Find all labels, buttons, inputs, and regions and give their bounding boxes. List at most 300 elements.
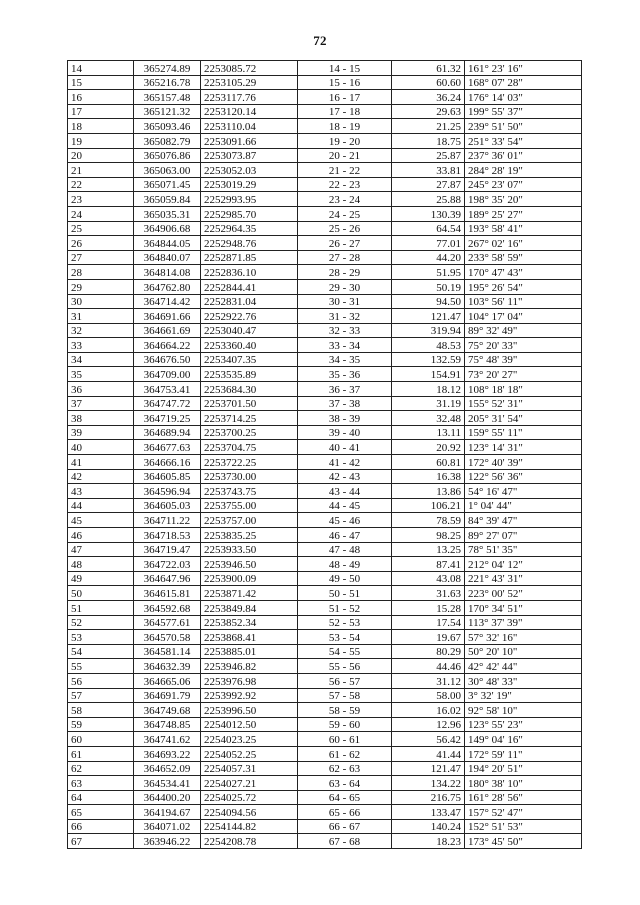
segment-cell: 58 - 59 [298,703,392,718]
segment-cell: 53 - 54 [298,630,392,645]
length-cell: 56.42 [392,732,465,747]
point-number-cell: 19 [68,133,134,148]
segment-cell: 66 - 67 [298,819,392,834]
bearing-cell: 155° 52' 31" [465,396,582,411]
bearing-cell: 78° 51' 35" [465,542,582,557]
bearing-cell: 161° 28' 56" [465,790,582,805]
point-number-cell: 33 [68,338,134,353]
length-cell: 80.29 [392,644,465,659]
y-coordinate-cell: 2253755.00 [201,498,298,513]
table-row [68,309,582,324]
point-number-cell: 54 [68,644,134,659]
bearing-cell: 159° 55' 11" [465,425,582,440]
table-row [68,265,582,280]
bearing-cell: 223° 00' 52" [465,586,582,601]
y-coordinate-cell: 2253407.35 [201,352,298,367]
y-coordinate-cell: 2254012.50 [201,717,298,732]
table-row [68,498,582,513]
table-row [68,250,582,265]
x-coordinate-cell: 364693.22 [134,746,201,761]
point-number-cell: 41 [68,455,134,470]
y-coordinate-cell: 2253110.04 [201,119,298,134]
x-coordinate-cell: 364534.41 [134,776,201,791]
length-cell: 12.96 [392,717,465,732]
point-number-cell: 47 [68,542,134,557]
bearing-cell: 212° 04' 12" [465,557,582,572]
y-coordinate-cell: 2253871.42 [201,586,298,601]
segment-cell: 24 - 25 [298,206,392,221]
bearing-cell: 172° 40' 39" [465,455,582,470]
length-cell: 216.75 [392,790,465,805]
table-row [68,323,582,338]
length-cell: 78.59 [392,513,465,528]
bearing-cell: 3° 32' 19" [465,688,582,703]
y-coordinate-cell: 2253900.09 [201,571,298,586]
bearing-cell: 75° 48' 39" [465,352,582,367]
table-row [68,367,582,382]
table-row [68,484,582,499]
table-row [68,440,582,455]
point-number-cell: 43 [68,484,134,499]
length-cell: 27.87 [392,177,465,192]
y-coordinate-cell: 2252964.35 [201,221,298,236]
bearing-cell: 194° 20' 51" [465,761,582,776]
point-number-cell: 27 [68,250,134,265]
x-coordinate-cell: 364592.68 [134,600,201,615]
segment-cell: 56 - 57 [298,673,392,688]
x-coordinate-cell: 364071.02 [134,819,201,834]
length-cell: 41.44 [392,746,465,761]
segment-cell: 45 - 46 [298,513,392,528]
segment-cell: 59 - 60 [298,717,392,732]
bearing-cell: 233° 58' 59" [465,250,582,265]
length-cell: 48.53 [392,338,465,353]
x-coordinate-cell: 365059.84 [134,192,201,207]
bearing-cell: 123° 14' 31" [465,440,582,455]
bearing-cell: 199° 55' 37" [465,104,582,119]
point-number-cell: 62 [68,761,134,776]
x-coordinate-cell: 364652.09 [134,761,201,776]
x-coordinate-cell: 365216.78 [134,75,201,90]
bearing-cell: 284° 28' 19" [465,163,582,178]
x-coordinate-cell: 364709.00 [134,367,201,382]
bearing-cell: 50° 20' 10" [465,644,582,659]
x-coordinate-cell: 364194.67 [134,805,201,820]
y-coordinate-cell: 2253996.50 [201,703,298,718]
point-number-cell: 44 [68,498,134,513]
table-row [68,600,582,615]
table-row [68,659,582,674]
y-coordinate-cell: 2253976.98 [201,673,298,688]
x-coordinate-cell: 364577.61 [134,615,201,630]
length-cell: 43.08 [392,571,465,586]
point-number-cell: 23 [68,192,134,207]
point-number-cell: 50 [68,586,134,601]
table-row [68,236,582,251]
table-row [68,513,582,528]
segment-cell: 32 - 33 [298,323,392,338]
x-coordinate-cell: 364570.58 [134,630,201,645]
table-row [68,542,582,557]
segment-cell: 20 - 21 [298,148,392,163]
segment-cell: 25 - 26 [298,221,392,236]
table-row [68,382,582,397]
bearing-cell: 1° 04' 44" [465,498,582,513]
segment-cell: 31 - 32 [298,309,392,324]
bearing-cell: 239° 51' 50" [465,119,582,134]
point-number-cell: 38 [68,411,134,426]
length-cell: 16.38 [392,469,465,484]
point-number-cell: 22 [68,177,134,192]
length-cell: 17.54 [392,615,465,630]
segment-cell: 28 - 29 [298,265,392,280]
x-coordinate-cell: 364906.68 [134,221,201,236]
table-row [68,630,582,645]
length-cell: 121.47 [392,309,465,324]
bearing-cell: 205° 31' 54" [465,411,582,426]
bearing-cell: 92° 58' 10" [465,703,582,718]
table-row [68,688,582,703]
bearing-cell: 123° 55' 23" [465,717,582,732]
table-row [68,834,582,849]
bearing-cell: 189° 25' 27" [465,206,582,221]
bearing-cell: 152° 51' 53" [465,819,582,834]
table-row [68,338,582,353]
x-coordinate-cell: 364844.05 [134,236,201,251]
x-coordinate-cell: 364677.63 [134,440,201,455]
y-coordinate-cell: 2253019.29 [201,177,298,192]
y-coordinate-cell: 2252831.04 [201,294,298,309]
y-coordinate-cell: 2253714.25 [201,411,298,426]
table-row [68,133,582,148]
segment-cell: 64 - 65 [298,790,392,805]
segment-cell: 33 - 34 [298,338,392,353]
length-cell: 64.54 [392,221,465,236]
segment-cell: 60 - 61 [298,732,392,747]
coordinate-table [67,60,582,849]
x-coordinate-cell: 364666.16 [134,455,201,470]
point-number-cell: 49 [68,571,134,586]
x-coordinate-cell: 364749.68 [134,703,201,718]
x-coordinate-cell: 364596.94 [134,484,201,499]
table-row [68,90,582,105]
table-row [68,790,582,805]
x-coordinate-cell: 364615.81 [134,586,201,601]
segment-cell: 34 - 35 [298,352,392,367]
length-cell: 18.23 [392,834,465,849]
length-cell: 132.59 [392,352,465,367]
length-cell: 44.20 [392,250,465,265]
y-coordinate-cell: 2253052.03 [201,163,298,178]
table-row [68,615,582,630]
point-number-cell: 46 [68,528,134,543]
table-row [68,455,582,470]
y-coordinate-cell: 2253868.41 [201,630,298,645]
point-number-cell: 65 [68,805,134,820]
bearing-cell: 180° 38' 10" [465,776,582,791]
point-number-cell: 36 [68,382,134,397]
point-number-cell: 61 [68,746,134,761]
bearing-cell: 170° 34' 51" [465,600,582,615]
point-number-cell: 25 [68,221,134,236]
segment-cell: 22 - 23 [298,177,392,192]
length-cell: 87.41 [392,557,465,572]
segment-cell: 40 - 41 [298,440,392,455]
bearing-cell: 245° 23' 07" [465,177,582,192]
segment-cell: 43 - 44 [298,484,392,499]
segment-cell: 48 - 49 [298,557,392,572]
point-number-cell: 58 [68,703,134,718]
point-number-cell: 59 [68,717,134,732]
x-coordinate-cell: 364676.50 [134,352,201,367]
bearing-cell: 54° 16' 47" [465,484,582,499]
segment-cell: 51 - 52 [298,600,392,615]
table-row [68,746,582,761]
bearing-cell: 161° 23' 16" [465,61,582,76]
y-coordinate-cell: 2253946.82 [201,659,298,674]
bearing-cell: 267° 02' 16" [465,236,582,251]
segment-cell: 49 - 50 [298,571,392,586]
table-row [68,732,582,747]
y-coordinate-cell: 2254025.72 [201,790,298,805]
length-cell: 15.28 [392,600,465,615]
length-cell: 25.87 [392,148,465,163]
point-number-cell: 53 [68,630,134,645]
y-coordinate-cell: 2253704.75 [201,440,298,455]
y-coordinate-cell: 2254052.25 [201,746,298,761]
y-coordinate-cell: 2253885.01 [201,644,298,659]
point-number-cell: 39 [68,425,134,440]
length-cell: 60.81 [392,455,465,470]
y-coordinate-cell: 2253120.14 [201,104,298,119]
table-row [68,761,582,776]
length-cell: 13.11 [392,425,465,440]
segment-cell: 23 - 24 [298,192,392,207]
bearing-cell: 89° 27' 07" [465,528,582,543]
x-coordinate-cell: 364719.25 [134,411,201,426]
coordinate-table-body [68,61,582,849]
table-row [68,819,582,834]
y-coordinate-cell: 2253722.25 [201,455,298,470]
table-row [68,177,582,192]
point-number-cell: 37 [68,396,134,411]
point-number-cell: 40 [68,440,134,455]
length-cell: 319.94 [392,323,465,338]
point-number-cell: 24 [68,206,134,221]
table-row [68,104,582,119]
x-coordinate-cell: 364632.39 [134,659,201,674]
length-cell: 133.47 [392,805,465,820]
x-coordinate-cell: 365121.32 [134,104,201,119]
segment-cell: 61 - 62 [298,746,392,761]
length-cell: 77.01 [392,236,465,251]
point-number-cell: 42 [68,469,134,484]
bearing-cell: 149° 04' 16" [465,732,582,747]
point-number-cell: 18 [68,119,134,134]
table-row [68,586,582,601]
bearing-cell: 176° 14' 03" [465,90,582,105]
segment-cell: 42 - 43 [298,469,392,484]
length-cell: 31.63 [392,586,465,601]
x-coordinate-cell: 364719.47 [134,542,201,557]
y-coordinate-cell: 2254057.31 [201,761,298,776]
segment-cell: 62 - 63 [298,761,392,776]
y-coordinate-cell: 2254027.21 [201,776,298,791]
point-number-cell: 64 [68,790,134,805]
x-coordinate-cell: 364718.53 [134,528,201,543]
table-row [68,163,582,178]
length-cell: 18.12 [392,382,465,397]
table-row [68,61,582,76]
point-number-cell: 67 [68,834,134,849]
x-coordinate-cell: 364714.42 [134,294,201,309]
x-coordinate-cell: 364400.20 [134,790,201,805]
y-coordinate-cell: 2253073.87 [201,148,298,163]
point-number-cell: 28 [68,265,134,280]
bearing-cell: 168° 07' 28" [465,75,582,90]
y-coordinate-cell: 2254023.25 [201,732,298,747]
table-row [68,396,582,411]
length-cell: 29.63 [392,104,465,119]
bearing-cell: 89° 32' 49" [465,323,582,338]
point-number-cell: 57 [68,688,134,703]
bearing-cell: 42° 42' 44" [465,659,582,674]
point-number-cell: 35 [68,367,134,382]
bearing-cell: 251° 33' 54" [465,133,582,148]
segment-cell: 44 - 45 [298,498,392,513]
bearing-cell: 104° 17' 04" [465,309,582,324]
segment-cell: 67 - 68 [298,834,392,849]
y-coordinate-cell: 2253360.40 [201,338,298,353]
length-cell: 33.81 [392,163,465,178]
segment-cell: 57 - 58 [298,688,392,703]
length-cell: 140.24 [392,819,465,834]
point-number-cell: 29 [68,279,134,294]
segment-cell: 15 - 16 [298,75,392,90]
length-cell: 130.39 [392,206,465,221]
bearing-cell: 173° 45' 50" [465,834,582,849]
x-coordinate-cell: 364605.03 [134,498,201,513]
segment-cell: 29 - 30 [298,279,392,294]
point-number-cell: 14 [68,61,134,76]
length-cell: 31.19 [392,396,465,411]
y-coordinate-cell: 2253946.50 [201,557,298,572]
table-row [68,776,582,791]
length-cell: 94.50 [392,294,465,309]
point-number-cell: 30 [68,294,134,309]
table-row [68,644,582,659]
x-coordinate-cell: 364605.85 [134,469,201,484]
x-coordinate-cell: 363946.22 [134,834,201,849]
x-coordinate-cell: 364762.80 [134,279,201,294]
length-cell: 21.25 [392,119,465,134]
length-cell: 32.48 [392,411,465,426]
y-coordinate-cell: 2252993.95 [201,192,298,207]
y-coordinate-cell: 2253105.29 [201,75,298,90]
x-coordinate-cell: 365063.00 [134,163,201,178]
length-cell: 121.47 [392,761,465,776]
segment-cell: 65 - 66 [298,805,392,820]
segment-cell: 26 - 27 [298,236,392,251]
y-coordinate-cell: 2253701.50 [201,396,298,411]
segment-cell: 47 - 48 [298,542,392,557]
y-coordinate-cell: 2252836.10 [201,265,298,280]
length-cell: 25.88 [392,192,465,207]
table-row [68,75,582,90]
point-number-cell: 21 [68,163,134,178]
bearing-cell: 198° 35' 20" [465,192,582,207]
x-coordinate-cell: 365076.86 [134,148,201,163]
x-coordinate-cell: 364753.41 [134,382,201,397]
bearing-cell: 30° 48' 33" [465,673,582,688]
length-cell: 60.60 [392,75,465,90]
length-cell: 58.00 [392,688,465,703]
y-coordinate-cell: 2254144.82 [201,819,298,834]
point-number-cell: 48 [68,557,134,572]
segment-cell: 55 - 56 [298,659,392,674]
bearing-cell: 57° 32' 16" [465,630,582,645]
length-cell: 36.24 [392,90,465,105]
point-number-cell: 31 [68,309,134,324]
table-row [68,148,582,163]
length-cell: 51.95 [392,265,465,280]
segment-cell: 16 - 17 [298,90,392,105]
table-row [68,571,582,586]
table-row [68,703,582,718]
page-number: 72 [313,33,327,48]
length-cell: 50.19 [392,279,465,294]
table-row [68,192,582,207]
y-coordinate-cell: 2253933.50 [201,542,298,557]
table-row [68,557,582,572]
table-row [68,279,582,294]
x-coordinate-cell: 364665.06 [134,673,201,688]
segment-cell: 52 - 53 [298,615,392,630]
point-number-cell: 16 [68,90,134,105]
length-cell: 31.12 [392,673,465,688]
length-cell: 134.22 [392,776,465,791]
x-coordinate-cell: 364748.85 [134,717,201,732]
y-coordinate-cell: 2252922.76 [201,309,298,324]
length-cell: 13.25 [392,542,465,557]
x-coordinate-cell: 364814.08 [134,265,201,280]
x-coordinate-cell: 364741.62 [134,732,201,747]
y-coordinate-cell: 2253684.30 [201,382,298,397]
length-cell: 20.92 [392,440,465,455]
bearing-cell: 170° 47' 43" [465,265,582,280]
point-number-cell: 60 [68,732,134,747]
point-number-cell: 20 [68,148,134,163]
x-coordinate-cell: 364711.22 [134,513,201,528]
length-cell: 98.25 [392,528,465,543]
point-number-cell: 32 [68,323,134,338]
y-coordinate-cell: 2253743.75 [201,484,298,499]
x-coordinate-cell: 364747.72 [134,396,201,411]
point-number-cell: 63 [68,776,134,791]
y-coordinate-cell: 2252948.76 [201,236,298,251]
bearing-cell: 195° 26' 54" [465,279,582,294]
table-row [68,425,582,440]
bearing-cell: 103° 56' 11" [465,294,582,309]
table-row [68,411,582,426]
x-coordinate-cell: 364691.79 [134,688,201,703]
x-coordinate-cell: 364689.94 [134,425,201,440]
length-cell: 154.91 [392,367,465,382]
x-coordinate-cell: 364691.66 [134,309,201,324]
bearing-cell: 172° 59' 11" [465,746,582,761]
x-coordinate-cell: 365274.89 [134,61,201,76]
segment-cell: 27 - 28 [298,250,392,265]
